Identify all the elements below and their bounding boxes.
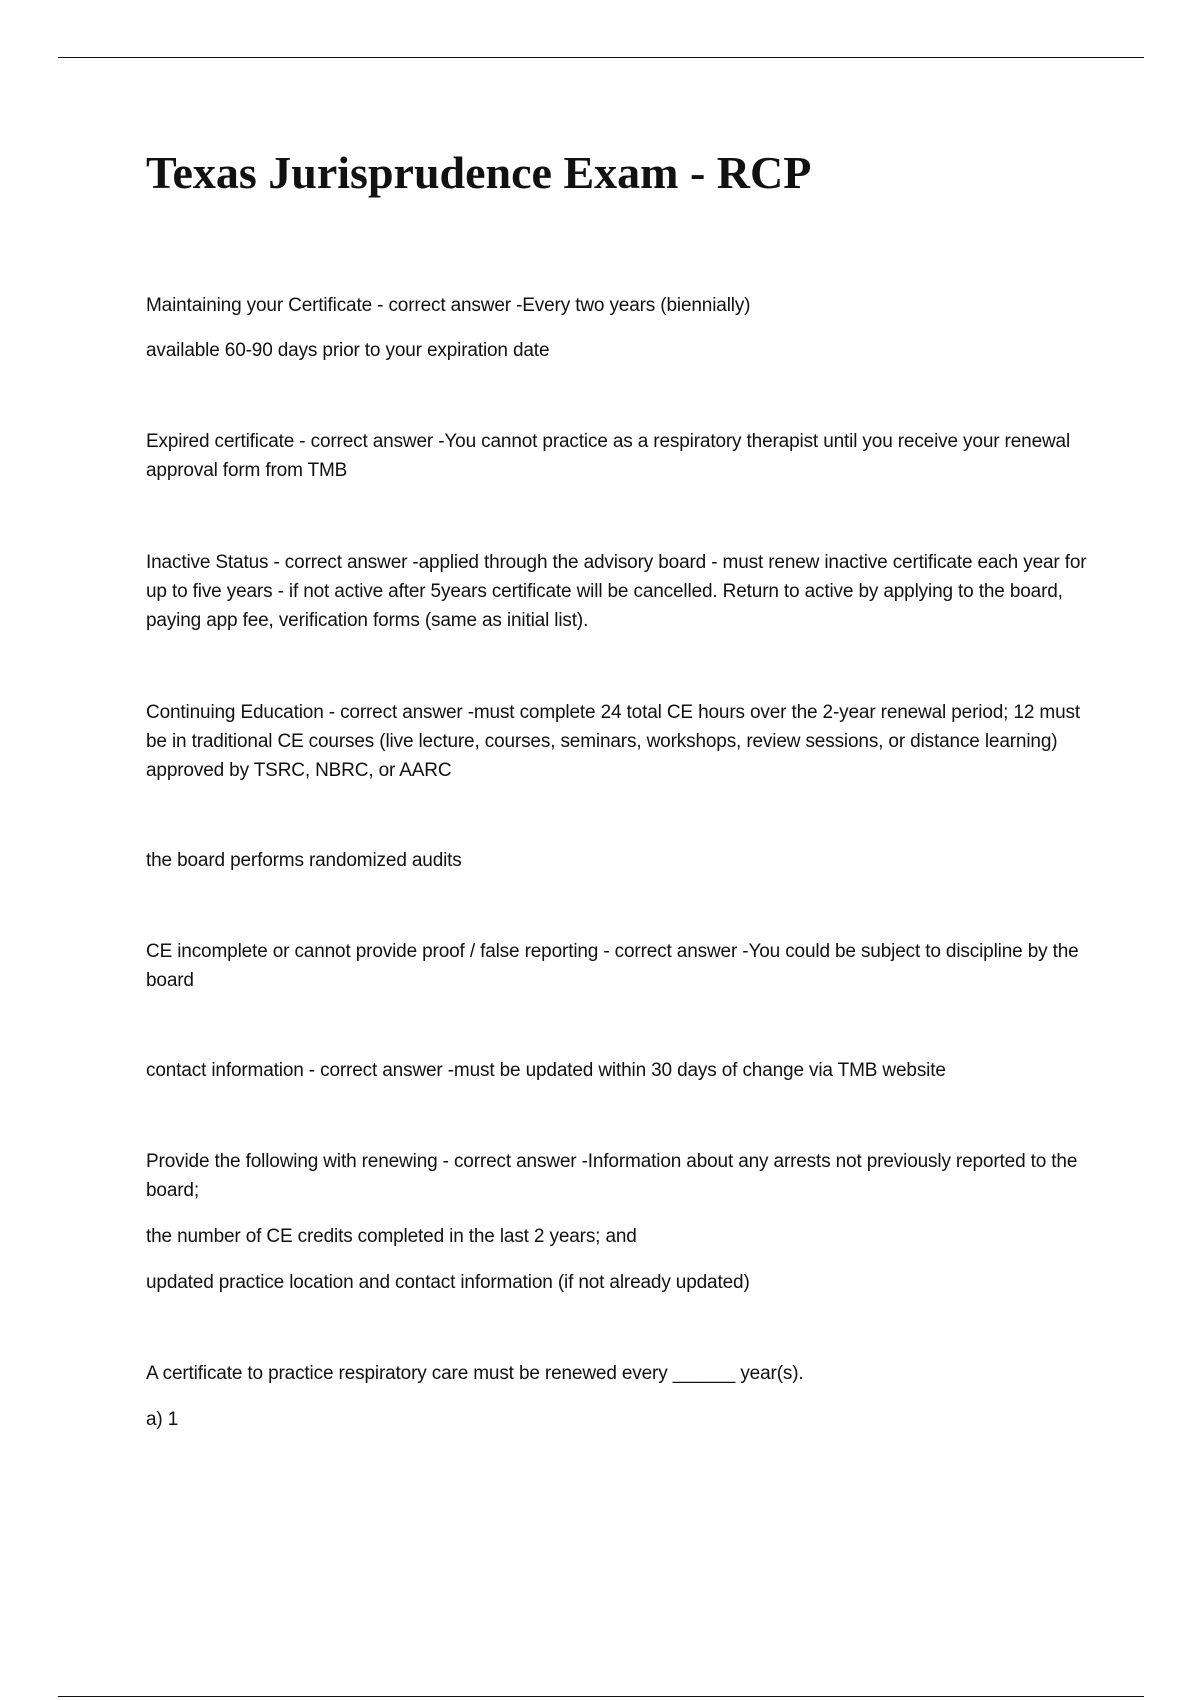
paragraph-randomized-audits: the board performs randomized audits <box>146 850 462 871</box>
paragraph-maintaining-certificate: Maintaining your Certificate - correct answer -Every two years (biennially) <box>146 295 751 316</box>
paragraph-expired-certificate: Expired certificate - correct answer -You cannot practice as a respiratory therapist until you receive your renewal approval form from TMB <box>146 431 1071 481</box>
paragraph-ce-incomplete: CE incomplete or cannot provide proof / false reporting - correct answer -You could be subject to discipline by the board <box>146 941 1079 991</box>
top-rule <box>58 57 1144 58</box>
paragraph-continuing-education: Continuing Education - correct answer -must complete 24 total CE hours over the 2-year renewal period; 12 must be in traditional CE courses (live lecture, courses, seminars, workshops, review sessions, or distance learning) approved by TSRC, NBRC, or AARC <box>146 702 1080 781</box>
answer-option-a: a) 1 <box>146 1409 179 1430</box>
paragraph-availability: available 60-90 days prior to your expiration date <box>146 340 550 361</box>
paragraph-practice-location: updated practice location and contact information (if not already updated) <box>146 1272 750 1293</box>
paragraph-inactive-status: Inactive Status - correct answer -applied through the advisory board - must renew inactive certificate each year for up to five years - if not active after 5years certificate will be cancelled. Return to active by applying to the board, paying app fee, verification forms (same as initial list). <box>146 552 1087 631</box>
paragraph-provide-following: Provide the following with renewing - correct answer -Information about any arrests not previously reported to the board; <box>146 1151 1078 1201</box>
bottom-rule <box>58 1696 1144 1697</box>
paragraph-ce-credits: the number of CE credits completed in the last 2 years; and <box>146 1226 637 1247</box>
question-renewal-period: A certificate to practice respiratory care must be renewed every ______ year(s). <box>146 1363 804 1384</box>
document-title: Texas Jurisprudence Exam - RCP <box>146 147 812 198</box>
paragraph-contact-information: contact information - correct answer -must be updated within 30 days of change via TMB website <box>146 1060 946 1081</box>
